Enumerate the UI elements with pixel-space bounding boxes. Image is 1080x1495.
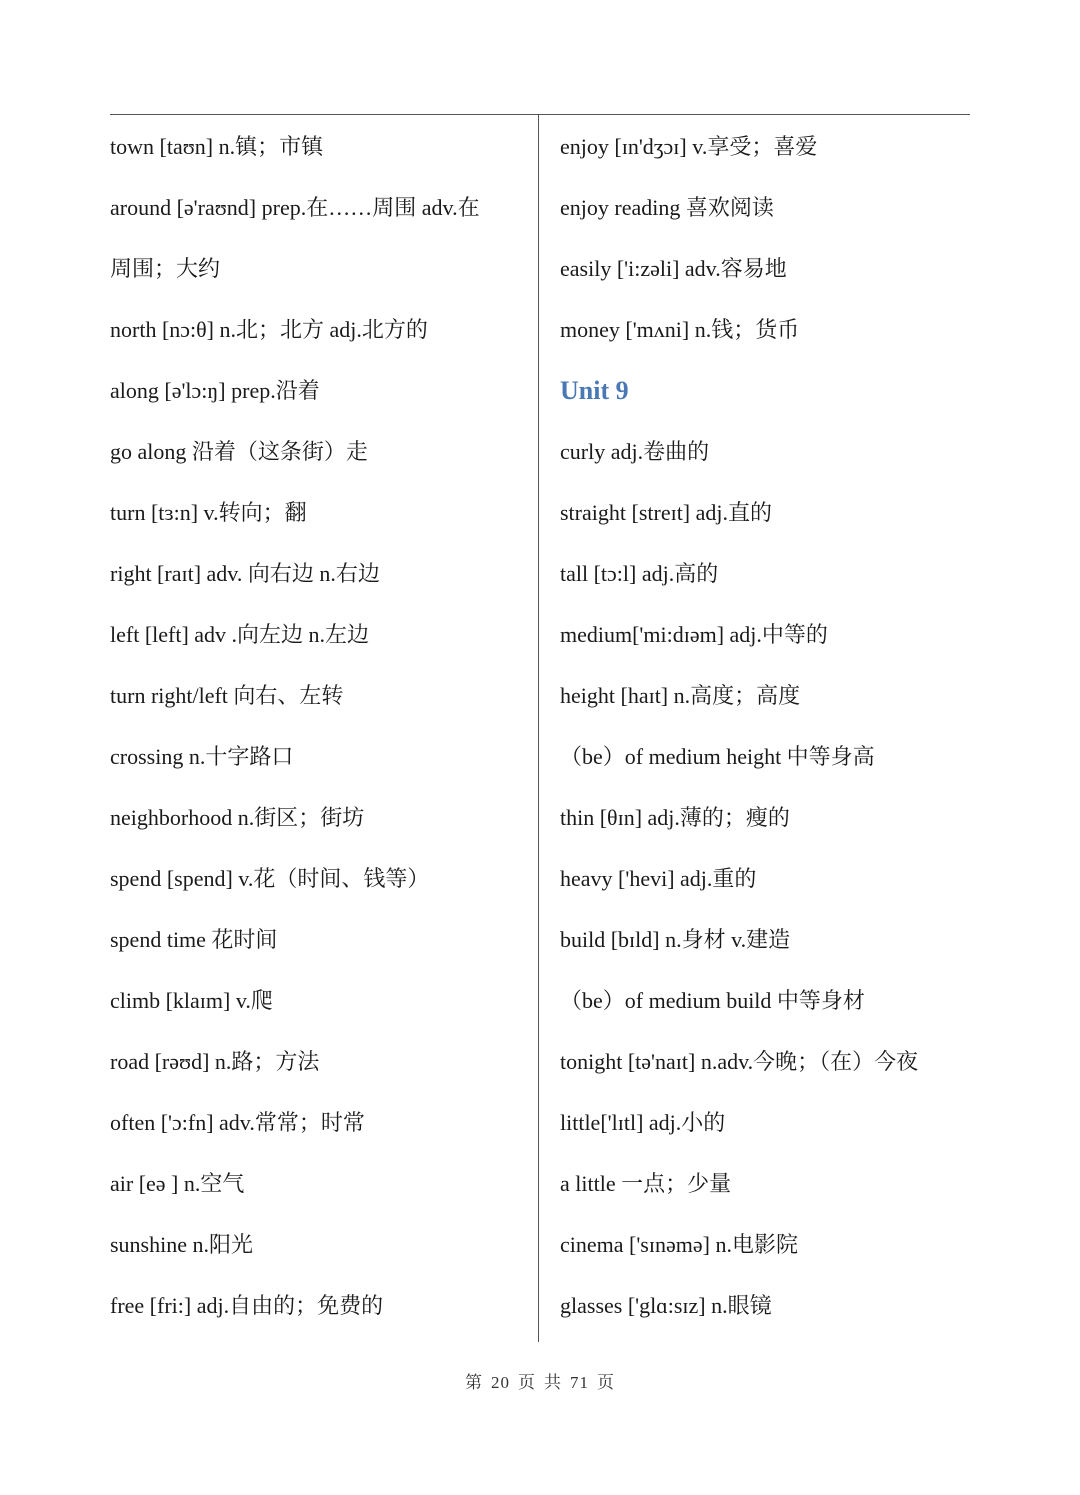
vocab-entry: curly adj.卷曲的 [560,439,710,464]
vocab-entry: heavy ['hevi] adj.重的 [560,866,757,891]
vocab-entry: go along 沿着（这条街）走 [110,439,368,464]
vocab-entry: road [rəʊd] n.路；方法 [110,1049,320,1074]
vocab-entry: enjoy [ɪn'dʒɔɪ] v.享受；喜爱 [560,134,818,159]
top-horizontal-rule [110,114,970,115]
vocab-entry: along [ə'lɔ:ŋ] prep.沿着 [110,378,320,403]
column-divider [538,114,539,1342]
vocab-entry: easily ['i:zəli] adv.容易地 [560,256,787,281]
footer-total-word: 共 [544,1373,562,1392]
vocab-entry: glasses ['glɑ:sɪz] n.眼镜 [560,1293,772,1318]
vocab-entry: enjoy reading 喜欢阅读 [560,195,774,220]
vocab-entry: little['lɪtl] adj.小的 [560,1110,726,1135]
footer-page-word: 页 [518,1373,536,1392]
vocab-entry: money ['mʌni] n.钱；货币 [560,317,800,342]
vocab-entry: build [bɪld] n.身材 v.建造 [560,927,791,952]
unit-heading: Unit 9 [560,376,629,405]
vocab-entry: often ['ɔ:fn] adv.常常；时常 [110,1110,365,1135]
vocab-entry: spend time 花时间 [110,927,278,952]
vocab-entry: turn [tɜ:n] v.转向；翻 [110,500,307,525]
vocab-entry: tonight [tə'naɪt] n.adv.今晚；（在）今夜 [560,1049,919,1074]
vocab-entry: air [eə ] n.空气 [110,1171,245,1196]
total-page-count: 71 [570,1373,589,1392]
vocab-entry: cinema ['sɪnəmə] n.电影院 [560,1232,798,1257]
vocab-entry: tall [tɔ:l] adj.高的 [560,561,719,586]
page-footer [0,1368,1080,1393]
vocab-entry: right [raɪt] adv. 向右边 n.右边 [110,561,380,586]
vocab-entry: （be）of medium height 中等身高 [560,744,875,769]
left-vocabulary-column [110,116,530,1336]
vocab-entry: （be）of medium build 中等身材 [560,988,865,1013]
vocab-entry: town [taʊn] n.镇；市镇 [110,134,324,159]
footer-prefix: 第 [465,1373,483,1392]
vocab-entry: thin [θɪn] adj.薄的；瘦的 [560,805,790,830]
footer-suffix: 页 [597,1373,615,1392]
vocab-entry: left [left] adv .向左边 n.左边 [110,622,370,647]
current-page-number: 20 [491,1373,510,1392]
right-vocabulary-column [560,116,970,1336]
vocab-entry: turn right/left 向右、左转 [110,683,344,708]
vocab-entry: free [fri:] adj.自由的；免费的 [110,1293,384,1318]
vocab-entry: neighborhood n.街区；街坊 [110,805,365,830]
vocab-entry: north [nɔ:θ] n.北；北方 adj.北方的 [110,317,428,342]
vocab-entry: height [haɪt] n.高度；高度 [560,683,801,708]
vocab-entry: crossing n.十字路口 [110,744,294,769]
vocab-entry: sunshine n.阳光 [110,1232,254,1257]
vocab-entry: spend [spend] v.花（时间、钱等） [110,866,430,891]
vocab-entry: a little 一点；少量 [560,1171,732,1196]
vocab-entry: 周围；大约 [110,256,221,281]
vocab-entry: medium['mi:dɪəm] adj.中等的 [560,622,828,647]
vocab-entry: climb [klaɪm] v.爬 [110,988,273,1013]
vocab-entry: straight [streɪt] adj.直的 [560,500,773,525]
vocab-entry: around [ə'raʊnd] prep.在……周围 adv.在 [110,195,480,220]
